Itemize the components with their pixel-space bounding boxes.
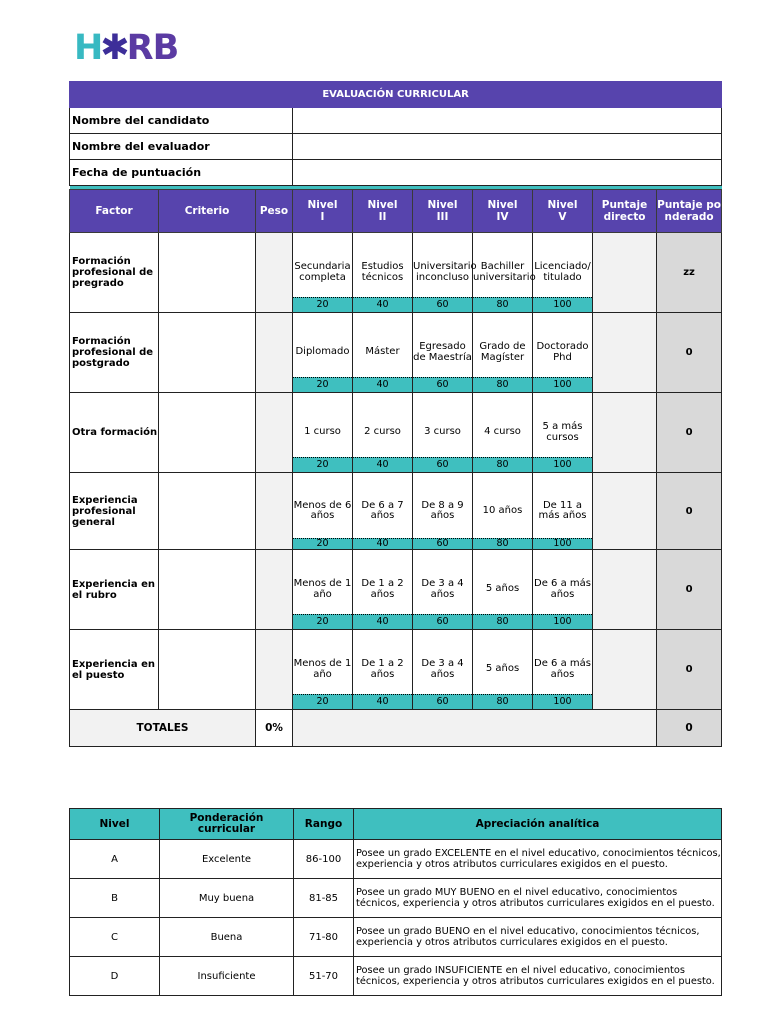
score-value: 20 [293, 457, 352, 472]
criterio-cell[interactable] [159, 630, 256, 710]
col-peso: Peso [256, 190, 293, 233]
puntaje-directo-cell[interactable] [593, 233, 657, 313]
level-cell: 2 curso 40 [353, 393, 413, 473]
score-value: 20 [293, 297, 352, 312]
col-puntaje-ponderado: Puntaje ponderado [657, 190, 722, 233]
legend-desc: Posee un grado BUENO en el nivel educativo, conocimientos técnicos, experiencia y otros atributos curriculares exigidos en el puesto. [354, 918, 722, 957]
score-value: 100 [533, 297, 592, 312]
level-cell: De 3 a 4 años 60 [413, 550, 473, 630]
level-cell: Menos de 1 año 20 [293, 550, 353, 630]
score-value: 60 [413, 538, 472, 549]
legend-nivel: C [70, 918, 160, 957]
form-title: EVALUACIÓN CURRICULAR [70, 82, 722, 108]
totals-label: TOTALES [70, 710, 256, 747]
legend-row [70, 840, 722, 879]
score-value: 20 [293, 377, 352, 392]
score-value: 40 [353, 694, 412, 709]
legend-rango: 71-80 [294, 918, 354, 957]
company-logo [74, 28, 178, 68]
score-date-label: Fecha de puntuación [70, 160, 293, 186]
totals-peso: 0% [256, 710, 293, 747]
level-cell: De 8 a 9 años 60 [413, 473, 473, 550]
level-cell: Egresado de Maestría 60 [413, 313, 473, 393]
legend-row [70, 957, 722, 996]
factor-label: Experiencia en el puesto [70, 630, 159, 710]
score-value: 80 [473, 614, 532, 629]
table-row [70, 313, 722, 393]
score-value: 100 [533, 457, 592, 472]
legend-rango: 86-100 [294, 840, 354, 879]
score-value: 60 [413, 297, 472, 312]
puntaje-ponderado-cell: 0 [657, 313, 722, 393]
legend-ponderacion: Insuficiente [160, 957, 294, 996]
legend-col-nivel: Nivel [70, 809, 160, 840]
level-cell: Máster 40 [353, 313, 413, 393]
level-cell: Menos de 6 años 20 [293, 473, 353, 550]
level-cell: De 3 a 4 años 60 [413, 630, 473, 710]
col-nivel-5: Nivel V [533, 190, 593, 233]
peso-cell[interactable] [256, 393, 293, 473]
level-cell: 5 a más cursos 100 [533, 393, 593, 473]
peso-cell[interactable] [256, 233, 293, 313]
score-value: 60 [413, 614, 472, 629]
logo-star-icon: ✱ [100, 28, 129, 68]
col-nivel-1: Nivel I [293, 190, 353, 233]
criterio-cell[interactable] [159, 393, 256, 473]
puntaje-directo-cell[interactable] [593, 630, 657, 710]
level-cell: De 6 a más años 100 [533, 550, 593, 630]
score-value: 100 [533, 538, 592, 549]
score-value: 80 [473, 538, 532, 549]
score-value: 40 [353, 538, 412, 549]
puntaje-ponderado-cell: 0 [657, 550, 722, 630]
level-cell: De 11 a más años 100 [533, 473, 593, 550]
level-cell: 5 años 80 [473, 550, 533, 630]
level-cell: De 1 a 2 años 40 [353, 630, 413, 710]
totals-row [70, 710, 722, 747]
table-header-row [70, 190, 722, 233]
legend-rango: 51-70 [294, 957, 354, 996]
table-row [70, 630, 722, 710]
candidate-name-label: Nombre del candidato [70, 108, 293, 134]
puntaje-directo-cell[interactable] [593, 550, 657, 630]
puntaje-directo-cell[interactable] [593, 473, 657, 550]
score-value: 60 [413, 377, 472, 392]
score-value: 40 [353, 297, 412, 312]
legend-row [70, 879, 722, 918]
score-value: 80 [473, 377, 532, 392]
factor-label: Formación profesional de pregrado [70, 233, 159, 313]
legend-col-rango: Rango [294, 809, 354, 840]
factor-label: Formación profesional de postgrado [70, 313, 159, 393]
score-value: 60 [413, 694, 472, 709]
level-cell: Secundaria completa 20 [293, 233, 353, 313]
level-cell: Grado de Magíster 80 [473, 313, 533, 393]
peso-cell[interactable] [256, 630, 293, 710]
factor-label: Otra formación [70, 393, 159, 473]
level-cell: Universitario inconcluso 60 [413, 233, 473, 313]
level-cell: 4 curso 80 [473, 393, 533, 473]
table-row [70, 233, 722, 313]
score-value: 100 [533, 377, 592, 392]
score-value: 100 [533, 694, 592, 709]
peso-cell[interactable] [256, 550, 293, 630]
criterio-cell[interactable] [159, 313, 256, 393]
score-date-field[interactable] [293, 160, 722, 186]
level-cell: De 6 a más años 100 [533, 630, 593, 710]
col-nivel-3: Nivel III [413, 190, 473, 233]
level-cell: Licenciado/ titulado 100 [533, 233, 593, 313]
peso-cell[interactable] [256, 313, 293, 393]
legend-row [70, 918, 722, 957]
legend-header-row [70, 809, 722, 840]
candidate-name-field[interactable] [293, 108, 722, 134]
legend-col-apreciacion: Apreciación analítica [354, 809, 722, 840]
col-factor: Factor [70, 190, 159, 233]
legend-nivel: D [70, 957, 160, 996]
level-cell: Diplomado 20 [293, 313, 353, 393]
legend-rango: 81-85 [294, 879, 354, 918]
criterio-cell[interactable] [159, 550, 256, 630]
level-cell: 5 años 80 [473, 630, 533, 710]
col-nivel-2: Nivel II [353, 190, 413, 233]
puntaje-ponderado-cell: 0 [657, 630, 722, 710]
logo-rb: RB [126, 28, 179, 68]
totals-ponderado: 0 [657, 710, 722, 747]
score-value: 20 [293, 538, 352, 549]
score-value: 20 [293, 614, 352, 629]
level-cell: 3 curso 60 [413, 393, 473, 473]
evaluation-table [69, 81, 722, 747]
puntaje-directo-cell[interactable] [593, 313, 657, 393]
puntaje-ponderado-cell: 0 [657, 393, 722, 473]
legend-table [69, 808, 722, 996]
level-cell: Estudios técnicos 40 [353, 233, 413, 313]
score-value: 40 [353, 614, 412, 629]
level-cell: Menos de 1 año 20 [293, 630, 353, 710]
legend-ponderacion: Buena [160, 918, 294, 957]
criterio-cell[interactable] [159, 233, 256, 313]
totals-blank [293, 710, 657, 747]
factor-label: Experiencia en el rubro [70, 550, 159, 630]
score-value: 80 [473, 694, 532, 709]
factor-label: Experiencia profesional general [70, 473, 159, 550]
legend-col-ponderacion: Ponderación curricular [160, 809, 294, 840]
criterio-cell[interactable] [159, 473, 256, 550]
level-cell: Doctorado Phd 100 [533, 313, 593, 393]
level-cell: Bachiller universitario 80 [473, 233, 533, 313]
score-value: 60 [413, 457, 472, 472]
score-value: 40 [353, 457, 412, 472]
legend-ponderacion: Muy buena [160, 879, 294, 918]
puntaje-ponderado-cell: 0 [657, 473, 722, 550]
table-row [70, 550, 722, 630]
table-row [70, 473, 722, 550]
score-value: 80 [473, 297, 532, 312]
peso-cell[interactable] [256, 473, 293, 550]
score-value: 40 [353, 377, 412, 392]
logo-h: H [74, 28, 103, 68]
col-nivel-4: Nivel IV [473, 190, 533, 233]
legend-nivel: A [70, 840, 160, 879]
col-puntaje-directo: Puntaje directo [593, 190, 657, 233]
level-cell: De 6 a 7 años 40 [353, 473, 413, 550]
table-row [70, 393, 722, 473]
puntaje-directo-cell[interactable] [593, 393, 657, 473]
legend-ponderacion: Excelente [160, 840, 294, 879]
evaluator-name-label: Nombre del evaluador [70, 134, 293, 160]
legend-desc: Posee un grado EXCELENTE en el nivel educativo, conocimientos técnicos, experiencia y otros atributos curriculares exigidos en el puesto. [354, 840, 722, 879]
puntaje-ponderado-cell: zz [657, 233, 722, 313]
evaluator-name-field[interactable] [293, 134, 722, 160]
level-cell: De 1 a 2 años 40 [353, 550, 413, 630]
level-cell: 1 curso 20 [293, 393, 353, 473]
score-value: 20 [293, 694, 352, 709]
col-criterio: Criterio [159, 190, 256, 233]
legend-desc: Posee un grado MUY BUENO en el nivel educativo, conocimientos técnicos, experiencia y otros atributos curriculares exigidos en el puesto. [354, 879, 722, 918]
legend-nivel: B [70, 879, 160, 918]
legend-desc: Posee un grado INSUFICIENTE en el nivel educativo, conocimientos técnicos, experiencia y otros atributos curriculares exigidos en el puesto. [354, 957, 722, 996]
level-cell: 10 años 80 [473, 473, 533, 550]
score-value: 100 [533, 614, 592, 629]
score-value: 80 [473, 457, 532, 472]
